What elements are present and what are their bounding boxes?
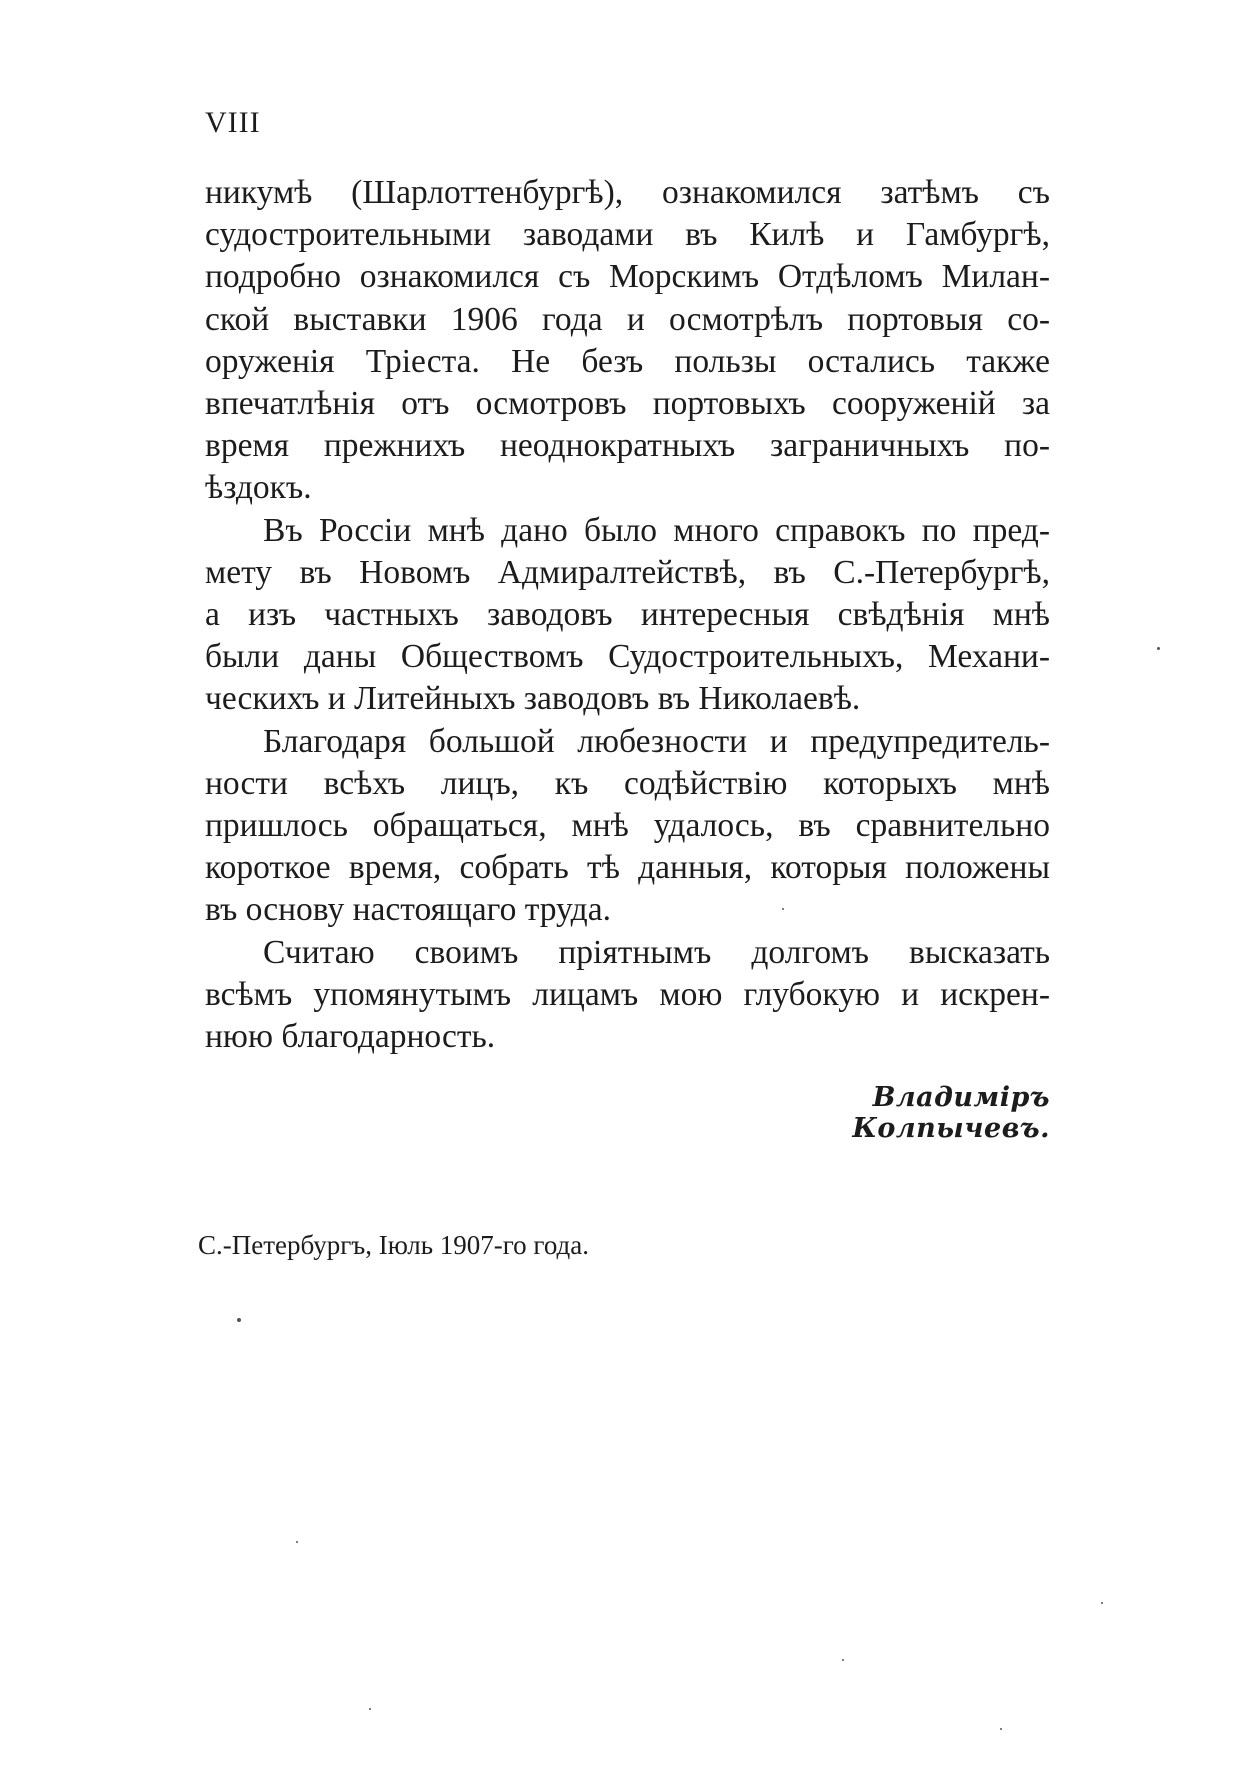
text-line: въ основу настоящаго труда.	[205, 891, 611, 929]
body-text	[205, 172, 1050, 1058]
text-line: оруженія Тріеста. Не безъ пользы остались также	[205, 342, 1050, 380]
text-line: всѣмъ упомянутымъ лицамъ мою глубокую и искрен-	[205, 975, 1050, 1013]
author-signature: Владиміръ Колпычевъ.	[852, 1082, 1050, 1144]
scan-speck	[1157, 647, 1160, 650]
scan-speck	[369, 1708, 371, 1710]
text-line: Въ Россіи мнѣ дано было много справокъ по пред-	[263, 511, 1050, 549]
text-line: мету въ Новомъ Адмиралтействѣ, въ С.-Петербургѣ,	[205, 553, 1050, 591]
scan-speck	[296, 1541, 298, 1543]
text-line: никумѣ (Шарлоттенбургѣ), ознакомился затѣмъ съ	[205, 174, 1050, 211]
scan-speck	[842, 1659, 844, 1661]
text-line: ности всѣхъ лицъ, къ содѣйствію которыхъ мнѣ	[205, 764, 1050, 802]
place-and-date: С.-Петербургъ, Іюль 1907-го года.	[198, 1230, 590, 1260]
text-line: ческихъ и Литейныхъ заводовъ въ Николаевѣ.	[205, 680, 861, 718]
text-line: впечатлѣнія отъ осмотровъ портовыхъ сооруженій за	[205, 385, 1050, 423]
text-line: судостроительными заводами въ Килѣ и Гамбургѣ,	[205, 216, 1050, 254]
paragraph-1	[205, 172, 1050, 510]
text-line: Благодаря большой любезности и предупредитель-	[263, 722, 1050, 760]
paragraph-2	[205, 510, 1050, 721]
text-line: Считаю своимъ пріятнымъ долгомъ высказать	[263, 933, 1050, 971]
scan-speck	[1000, 1728, 1002, 1730]
scan-speck	[782, 908, 784, 910]
scan-speck	[237, 1318, 241, 1322]
text-line: пришлось обращаться, мнѣ удалось, въ сравнительно	[205, 807, 1050, 845]
text-line: нюю благодарность.	[205, 1018, 496, 1056]
text-line: ской выставки 1906 года и осмотрѣлъ портовыя со-	[205, 300, 1050, 338]
text-line: ѣздокъ.	[205, 469, 312, 507]
page-number: VIII	[205, 106, 261, 139]
text-line: а изъ частныхъ заводовъ интересныя свѣдѣнія мнѣ	[205, 596, 1050, 634]
paragraph-3	[205, 721, 1050, 932]
text-line: время прежнихъ неоднократныхъ заграничныхъ по-	[205, 427, 1050, 465]
paragraph-4	[205, 932, 1050, 1059]
text-line: короткое время, собрать тѣ данныя, которыя положены	[205, 849, 1050, 887]
text-line: подробно ознакомился съ Морскимъ Отдѣломъ Милан-	[205, 258, 1050, 296]
text-line: были даны Обществомъ Судостроительныхъ, Механи-	[205, 638, 1050, 676]
scan-speck	[1101, 1602, 1103, 1604]
